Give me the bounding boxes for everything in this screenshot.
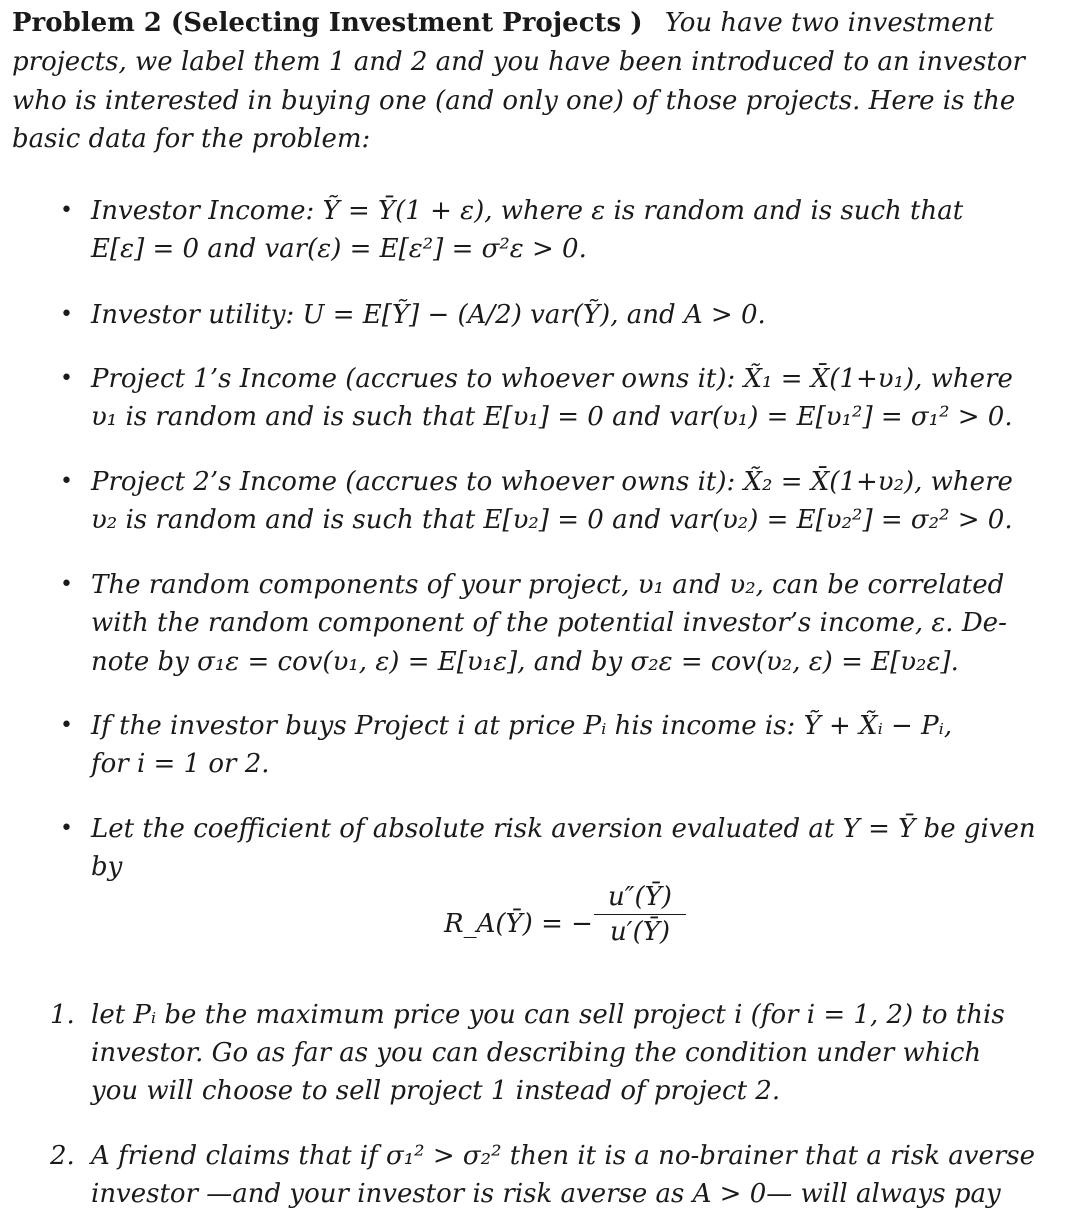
formula-numerator: u″(Ȳ) [608,882,672,912]
bullet-5-line-3: note by σ₁ε = cov(υ₁, ε) = E[υ₁ε], and by σ₂ε = cov(υ₂, ε) = E[υ₂ε]. [91,647,959,677]
question-1-line-2: investor. Go as far as you can describing the condition under which [91,1038,982,1068]
bullet-marker: • [60,302,73,327]
formula-fraction [594,882,686,947]
bullet-4-line-2: υ₂ is random and is such that E[υ₂] = 0 and var(υ₂) = E[υ₂²] = σ₂² > 0. [91,505,1013,535]
bullet-6-line-2: for i = 1 or 2. [91,749,270,779]
bullet-5-line-1: The random components of your project, υ₁ and υ₂, can be correlated [91,570,1005,600]
bullet-marker: • [60,198,73,223]
bullet-marker: • [60,572,73,597]
formula-denominator: u′(Ȳ) [609,917,671,947]
bullet-2-line-1: Investor utility: U = E[Ỹ] − (A/2) var(Ỹ), and A > 0. [91,300,766,330]
bullet-marker: • [60,816,73,841]
problem-heading-line [12,4,994,42]
bullet-3-line-1: Project 1’s Income (accrues to whoever owns it): X̃₁ = X̄(1+υ₁), where [91,364,1013,394]
question-1-line-3: you will choose to sell project 1 instead of project 2. [91,1076,781,1106]
intro-line-1: You have two investment [664,8,994,38]
bullet-marker: • [60,469,73,494]
question-2-number: 2. [50,1141,75,1171]
bullet-7-line-2: by [91,852,123,882]
bullet-5-line-2: with the random component of the potential investor’s income, ε. De- [91,608,1007,638]
bullet-7-line-1: Let the coefficient of absolute risk aversion evaluated at Y = Ȳ be given [91,814,1036,844]
bullet-1-line-2: E[ε] = 0 and var(ε) = E[ε²] = σ²ε > 0. [91,234,587,264]
question-1-line-1: let Pᵢ be the maximum price you can sell project i (for i = 1, 2) to this [91,1000,1005,1030]
intro-line-2: projects, we label them 1 and 2 and you have been introduced to an investor [12,47,1025,77]
formula-lhs: R_A(Ȳ) = − [444,909,593,939]
question-2-line-2: investor —and your investor is risk averse as A > 0— will always pay [91,1179,1001,1209]
problem-heading: Problem 2 (Selecting Investment Projects ) [12,8,643,38]
bullet-3-line-2: υ₁ is random and is such that E[υ₁] = 0 and var(υ₁) = E[υ₁²] = σ₁² > 0. [91,402,1013,432]
bullet-marker: • [60,366,73,391]
bullet-4-line-1: Project 2’s Income (accrues to whoever owns it): X̃₂ = X̄(1+υ₂), where [91,467,1013,497]
bullet-marker: • [60,713,73,738]
question-2-line-1: A friend claims that if σ₁² > σ₂² then it is a no-brainer that a risk averse [91,1141,1035,1171]
fraction-bar [594,914,686,915]
question-1-number: 1. [50,1000,75,1030]
intro-line-3: who is interested in buying one (and only one) of those projects. Here is the [12,86,1016,116]
bullet-1-line-1: Investor Income: Ỹ = Ȳ(1 + ε), where ε is random and is such that [91,196,964,226]
intro-line-4: basic data for the problem: [12,124,371,154]
bullet-6-line-1: If the investor buys Project i at price Pᵢ his income is: Ỹ + X̃ᵢ − Pᵢ, [91,711,953,741]
